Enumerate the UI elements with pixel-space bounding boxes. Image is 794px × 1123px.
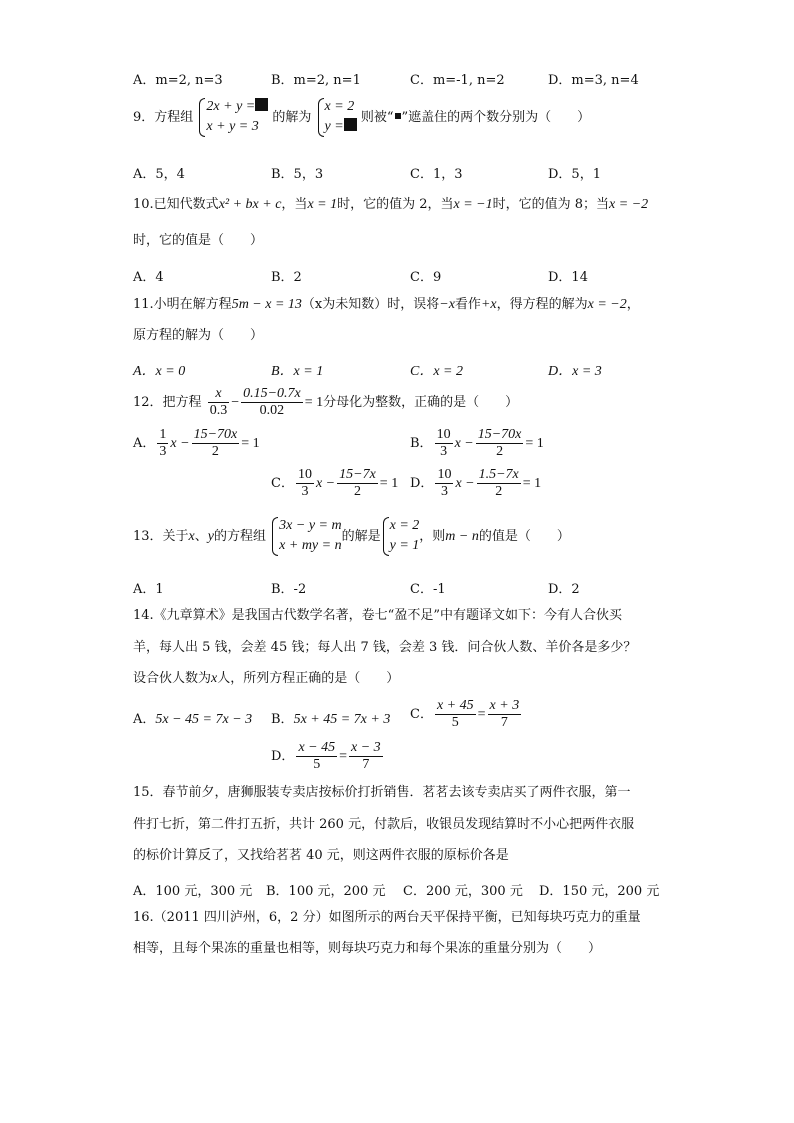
q15-option-b: B．100 元，200 元 (266, 884, 386, 899)
q12-equals: = 1 (304, 395, 324, 411)
q15-line1: 15．春节前夕，唐狮服装专卖店按标价打折销售．茗茗去该专卖店买了两件衣服，第一 (133, 785, 631, 800)
q14-c-f1d: 5 (451, 715, 459, 731)
q14-a-label: A． (133, 712, 156, 727)
q10-expression: x² + bx + c (218, 197, 282, 212)
q10-stem-line2: 时，它的值是（ ） (133, 233, 264, 248)
q12-c-f1d: 3 (301, 484, 309, 500)
q12-d-frac1 (435, 467, 453, 500)
q12-a-eq: = 1 (241, 436, 260, 452)
q11-term-a: −x (439, 297, 455, 312)
q12-b-f2d: 2 (496, 444, 504, 460)
q14-line3-b: 人，所列方程正确的是（ ） (217, 671, 400, 686)
q12-text-2: 分母化为整数，正确的是（ ） (323, 395, 519, 411)
q13-text-3: 的方程组 (214, 528, 267, 544)
q13-system (270, 516, 341, 557)
q12-option-a (133, 427, 260, 460)
q9-sol1: x = 2 (324, 99, 355, 114)
q12-b-x: x − (454, 436, 474, 452)
q12-d-eq: = 1 (522, 476, 542, 492)
q14-line3-a: 设合伙人数为 (133, 671, 212, 686)
q12-d-f1n: 10 (435, 467, 453, 484)
q10-option-c: C．9 (410, 270, 442, 285)
q14-line2: 羊，每人出 5 钱，会差 45 钱；每人出 7 钱，会差 3 钱．问合伙人数、羊价各是多少？ (133, 640, 637, 655)
q11-solution: x = −2 (587, 297, 627, 312)
q9-mid: 的解为 (272, 109, 312, 125)
q12-b-frac2 (476, 427, 524, 460)
q12-f2-denominator: 0.02 (259, 403, 285, 419)
q10-condition-1: x = 1 (307, 197, 338, 212)
q12-c-frac1 (296, 467, 314, 500)
small-square-icon (395, 113, 401, 119)
q14-b-label: B． (271, 712, 294, 727)
q14-d-frac1 (296, 740, 337, 773)
q12-c-eq: = 1 (379, 476, 399, 492)
q15-option-a: A．100 元，300 元 (133, 884, 253, 899)
q11-text-1: 11.小明在解方程 (133, 297, 232, 312)
q12-fraction-1 (208, 386, 230, 419)
q12-option-d (410, 467, 541, 500)
q12-a-f1d: 3 (159, 444, 167, 460)
q9-solution (316, 97, 357, 138)
q12-b-label: B． (410, 436, 433, 452)
q12-b-f1d: 3 (440, 444, 448, 460)
q13-text-4: 的解是 (341, 528, 381, 544)
q14-c-label: C． (410, 707, 433, 723)
q14-c-eq: = (477, 707, 486, 723)
q14-c-f2d: 7 (500, 715, 508, 731)
q12-b-frac1 (435, 427, 453, 460)
q12-d-f2d: 2 (495, 484, 503, 500)
q11-option-a: A．x = 0 (133, 364, 186, 379)
q12-b-eq: = 1 (525, 436, 544, 452)
q10-text-2: ，当 (281, 197, 308, 212)
q13-sol1: x = 2 (389, 518, 420, 533)
q12-f1-numerator: x (208, 386, 230, 403)
q8-option-c: C．m=-1, n=2 (410, 73, 505, 88)
q12-c-f2d: 2 (353, 484, 361, 500)
q13-option-b: B．-2 (271, 582, 307, 597)
q13-eq2: x + my = n (279, 538, 342, 554)
q9-eq1: 2x + y = (206, 99, 256, 114)
q13-text-1: 13．关于 (133, 528, 189, 544)
q14-d-f2n: x − 3 (349, 740, 383, 757)
q12-a-f2d: 2 (211, 444, 219, 460)
q14-line3-var: x (211, 671, 218, 686)
q16-line2: 相等，且每个果冻的重量也相等，则每块巧克力和每个果冻的重量分别为（ ） (133, 941, 602, 956)
q11-option-c: C．x = 2 (410, 364, 463, 379)
q14-c-f1n: x + 45 (435, 698, 476, 715)
q12-d-f2n: 1.5−7x (477, 467, 521, 484)
q12-c-f1n: 10 (296, 467, 314, 484)
q14-d-f2d: 7 (362, 757, 370, 773)
q15-option-d: D．150 元，200 元 (539, 884, 660, 899)
q9-option-d: D．5，1 (548, 167, 601, 182)
q11-text-5: ， (626, 297, 640, 312)
q8-option-a: A．m=2, n=3 (133, 73, 223, 88)
q11-text-3: 看作 (454, 297, 481, 312)
q11-option-b: B．x = 1 (271, 364, 324, 379)
q12-a-x: x − (170, 436, 190, 452)
q10-condition-3: x = −2 (609, 197, 649, 212)
q14-d-eq: = (339, 749, 348, 765)
q15-option-c: C．200 元，300 元 (403, 884, 523, 899)
q13-var-x: x (188, 528, 195, 544)
q12-d-x: x − (455, 476, 475, 492)
q11-text-4: ，得方程的解为 (496, 297, 588, 312)
q13-stem (133, 516, 570, 557)
q10-stem (133, 198, 648, 212)
q13-expression: m − n (445, 528, 479, 544)
q14-d-frac2 (349, 740, 383, 773)
q14-d-f1n: x − 45 (296, 740, 337, 757)
q12-c-x: x − (315, 476, 336, 492)
q12-f2-numerator: 0.15−0.7x (241, 386, 303, 403)
q8-option-d: D．m=3, n=4 (548, 73, 639, 88)
q14-option-c (410, 698, 523, 731)
q14-d-f1d: 5 (313, 757, 321, 773)
q12-minus: − (231, 395, 240, 411)
q14-a-equation: 5x − 45 = 7x − 3 (155, 712, 253, 727)
q9-stem (133, 97, 590, 138)
q13-option-c: C．-1 (410, 582, 446, 597)
q13-text-2: 、 (194, 528, 208, 544)
q12-a-f2n: 15−70x (192, 427, 240, 444)
q11-stem-line2: 原方程的解为（ ） (133, 328, 264, 343)
q9-prefix: 9．方程组 (133, 109, 194, 125)
q15-line2: 件打七折，第二件打五折，共计 260 元，付款后，收银员发现结算时不小心把两件衣服 (133, 817, 635, 832)
q16-line1: 16.（2011 四川泸州，6，2 分）如图所示的两台天平保持平衡，已知每块巧克力的重量 (133, 910, 641, 925)
q14-b-equation: 5x + 45 = 7x + 3 (293, 712, 391, 727)
q13-text-5: ，则 (419, 528, 446, 544)
q12-a-f1n: 1 (157, 427, 168, 444)
q9-eq2: x + y = 3 (206, 119, 259, 135)
q14-line1: 14.《九章算术》是我国古代数学名著，卷七“盈不足”中有题译文如下：今有人合伙买 (133, 608, 622, 623)
q12-option-b (410, 427, 544, 460)
q10-condition-2: x = −1 (453, 197, 493, 212)
q13-text-6: 的值是（ ） (478, 528, 570, 544)
q14-option-d (271, 740, 385, 773)
cover-square-icon (255, 98, 268, 111)
q15-line3: 的标价计算反了，又找给茗茗 40 元，则这两件衣服的原标价各是 (133, 848, 509, 863)
q9-option-b: B．5，3 (271, 167, 324, 182)
q12-c-frac2 (337, 467, 378, 500)
q14-d-label: D． (271, 749, 295, 765)
q12-d-label: D． (410, 476, 434, 492)
q12-f1-denominator: 0.3 (209, 403, 228, 419)
q13-option-d: D．2 (548, 582, 580, 597)
q8-option-b: B．m=2, n=1 (271, 73, 361, 88)
q12-d-frac2 (477, 467, 521, 500)
q14-c-f2n: x + 3 (488, 698, 522, 715)
q9-sol2: y = (324, 119, 344, 135)
q14-option-a (133, 708, 252, 728)
q12-a-frac1 (157, 427, 168, 460)
q12-c-f2n: 15−7x (337, 467, 378, 484)
q10-option-a: A．4 (133, 270, 164, 285)
q11-stem (133, 298, 640, 312)
q11-equation: 5m − x = 13 (231, 297, 302, 312)
q9-option-c: C．1，3 (410, 167, 463, 182)
q12-text-1: 12．把方程 (133, 395, 202, 411)
q12-stem (133, 386, 518, 419)
q10-option-b: B．2 (271, 270, 302, 285)
q13-solution (381, 516, 420, 557)
q10-text-3: 时，它的值为 2，当 (337, 197, 454, 212)
q14-c-frac2 (488, 698, 522, 731)
q9-system (197, 97, 268, 138)
q12-fraction-2 (241, 386, 303, 419)
q12-c-label: C． (271, 476, 294, 492)
q10-text-4: 时，它的值为 8；当 (492, 197, 610, 212)
q12-option-c (271, 467, 398, 500)
cover-square-icon (344, 118, 357, 131)
q12-b-f2n: 15−70x (476, 427, 524, 444)
q14-option-b (271, 708, 390, 728)
q10-text-1: 10.已知代数式 (133, 197, 219, 212)
q13-sol2: y = 1 (389, 538, 420, 554)
q9-suffix-a: 则被“ (360, 109, 394, 125)
q13-option-a: A．1 (133, 582, 164, 597)
q12-b-f1n: 10 (435, 427, 453, 444)
q11-option-d: D．x = 3 (548, 364, 602, 379)
q12-a-frac2 (192, 427, 240, 460)
q9-suffix-b: ”遮盖住的两个数分别为（ ） (401, 109, 591, 125)
q11-term-b: +x (480, 297, 497, 312)
q13-eq1: 3x − y = m (279, 518, 342, 533)
q13-var-y: y (207, 528, 214, 544)
q11-text-2: （x为未知数）时，误将 (301, 297, 440, 312)
q12-a-label: A． (133, 436, 156, 452)
q12-d-f1d: 3 (440, 484, 448, 500)
q9-option-a: A．5，4 (133, 167, 185, 182)
q14-line3 (133, 672, 399, 686)
q14-c-frac1 (435, 698, 476, 731)
q10-option-d: D．14 (548, 270, 588, 285)
